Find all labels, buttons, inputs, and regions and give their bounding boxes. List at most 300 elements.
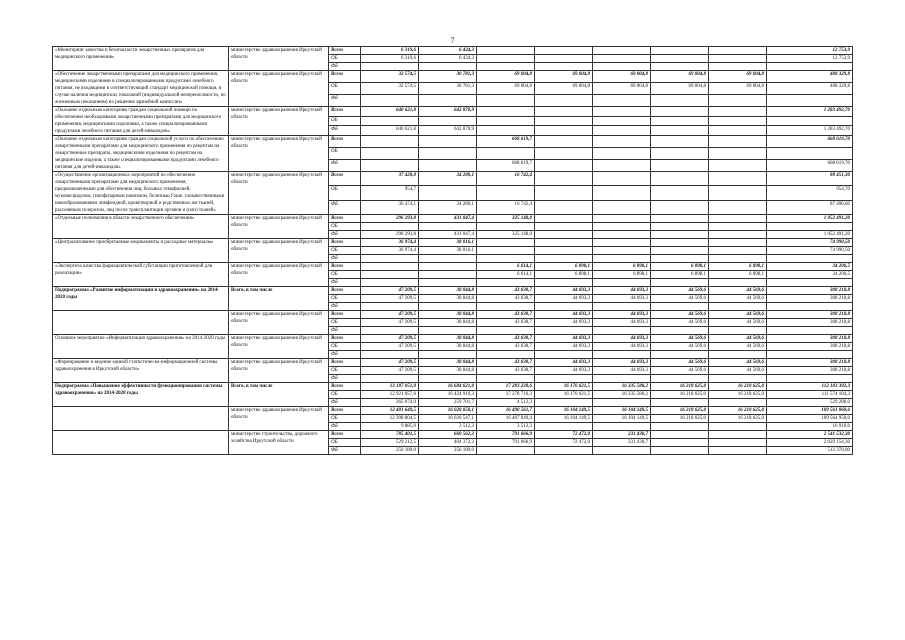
amount-cell xyxy=(593,107,651,117)
amount-cell xyxy=(651,148,709,160)
total-amount-cell: 308 218,8 xyxy=(767,367,853,375)
funding-source-cell: Всего xyxy=(329,383,361,391)
amount-cell: 16 742,4 xyxy=(477,172,535,186)
amount-cell: 16 020 547,1 xyxy=(419,415,477,423)
amount-cell: 44 569,6 xyxy=(709,319,767,327)
funding-source-cell: ФБ xyxy=(329,126,361,136)
amount-cell: 34 280,1 xyxy=(419,200,477,214)
funding-source-cell: ОБ xyxy=(329,295,361,303)
amount-cell xyxy=(651,231,709,239)
amount-cell: 6 898,1 xyxy=(651,271,709,279)
amount-cell xyxy=(477,239,535,247)
amount-cell: 36 474,1 xyxy=(361,200,419,214)
amount-cell: 44 569,6 xyxy=(651,359,709,367)
funding-source-cell: ОБ xyxy=(329,391,361,399)
amount-cell xyxy=(593,223,651,231)
funding-source-cell: ОБ xyxy=(329,116,361,126)
measure-name-cell: «Формирование и ведение единой статистическо-информационной системы здравоохранения в Иркутской области» xyxy=(53,359,229,383)
total-amount-cell: 87 496,60 xyxy=(767,200,853,214)
amount-cell: 44 693,3 xyxy=(535,295,593,303)
amount-cell: 6 614,1 xyxy=(477,263,535,271)
amount-cell xyxy=(535,215,593,223)
amount-cell xyxy=(709,431,767,439)
amount-cell: 38 844,8 xyxy=(419,311,477,319)
amount-cell: 47 209,5 xyxy=(361,335,419,343)
amount-cell xyxy=(651,303,709,311)
amount-cell: 38 844,8 xyxy=(419,335,477,343)
amount-cell xyxy=(477,47,535,55)
amount-cell: 47 209,5 xyxy=(361,295,419,303)
amount-cell: 44 693,3 xyxy=(593,287,651,295)
total-amount-cell: 1 052 491,20 xyxy=(767,231,853,239)
amount-cell: 37 428,8 xyxy=(361,172,419,186)
total-amount-cell xyxy=(767,63,853,71)
amount-cell: 44 569,6 xyxy=(651,287,709,295)
funding-source-cell: ФБ xyxy=(329,399,361,407)
amount-cell: 43 638,7 xyxy=(477,359,535,367)
funding-source-cell: ОБ xyxy=(329,319,361,327)
total-amount-cell: 408 329,8 xyxy=(767,83,853,95)
amount-cell xyxy=(651,200,709,214)
executor-cell: министерство здравоохранения Иркутской области xyxy=(229,172,329,215)
amount-cell: 38 844,8 xyxy=(419,295,477,303)
amount-cell: 44 693,3 xyxy=(535,343,593,351)
total-amount-cell: 668 619,70 xyxy=(767,136,853,148)
amount-cell: 6 898,1 xyxy=(709,263,767,271)
amount-cell: 38 844,8 xyxy=(419,367,477,375)
amount-cell xyxy=(709,172,767,186)
amount-cell: 3 512,3 xyxy=(419,423,477,431)
funding-source-cell: Всего xyxy=(329,215,361,223)
amount-cell xyxy=(419,263,477,271)
amount-cell xyxy=(709,327,767,335)
amount-cell xyxy=(709,239,767,247)
amount-cell xyxy=(535,327,593,335)
amount-cell xyxy=(651,116,709,126)
amount-cell: 6 898,1 xyxy=(535,263,593,271)
table-row-total xyxy=(53,287,853,295)
amount-cell: 791 666,9 xyxy=(477,431,535,439)
measure-name-cell: «Отдельные полномочия в области лекарственного обеспечения» xyxy=(53,215,229,239)
amount-cell xyxy=(477,116,535,126)
amount-cell: 16 335 580,2 xyxy=(593,383,651,391)
page-number: 7 xyxy=(450,36,455,45)
amount-cell xyxy=(477,255,535,263)
measure-name-cell: «Обеспечение лекарственными препаратами для медицинского применения, медицинскими изделиями и специализированными продуктами лечебного питания, не входящими в соответствующий стандарт медицинской помощи, в случае наличия медицинских показаний (индивидуальной непереносимости, по жизненным показаниям) по решению врачебной комиссии» xyxy=(53,71,229,107)
amount-cell: 785 401,5 xyxy=(361,431,419,439)
amount-cell: 38 844,8 xyxy=(419,319,477,327)
total-amount-cell: 512 378,00 xyxy=(767,447,853,455)
amount-cell: 44 693,3 xyxy=(535,311,593,319)
amount-cell xyxy=(535,399,593,407)
amount-cell: 38 844,8 xyxy=(419,343,477,351)
amount-cell: 256 189,0 xyxy=(361,447,419,455)
amount-cell xyxy=(535,279,593,287)
amount-cell xyxy=(709,279,767,287)
amount-cell xyxy=(709,160,767,172)
funding-source-cell: Всего xyxy=(329,407,361,415)
executor-cell: министерство здравоохранения Иркутской области xyxy=(229,71,329,107)
total-amount-cell: 668 619,70 xyxy=(767,160,853,172)
amount-cell xyxy=(361,255,419,263)
amount-cell: 44 693,3 xyxy=(593,367,651,375)
amount-cell xyxy=(709,116,767,126)
amount-cell xyxy=(535,136,593,148)
measure-name-cell: Подпрограмма «Развитие информатизации в здравоохранении» на 2014-2020 годы xyxy=(53,287,229,311)
amount-cell: 6 898,1 xyxy=(651,263,709,271)
total-amount-cell: 308 218,8 xyxy=(767,343,853,351)
amount-cell: 17 278 716,3 xyxy=(477,391,535,399)
amount-cell: 44 569,6 xyxy=(651,367,709,375)
amount-cell: 32 574,5 xyxy=(361,71,419,83)
amount-cell xyxy=(535,223,593,231)
amount-cell xyxy=(709,47,767,55)
amount-cell: 16 742,4 xyxy=(477,200,535,214)
amount-cell xyxy=(535,107,593,117)
amount-cell: 43 638,7 xyxy=(477,295,535,303)
amount-cell xyxy=(361,95,419,107)
total-amount-cell: 1 052 491,20 xyxy=(767,215,853,223)
total-amount-cell xyxy=(767,279,853,287)
amount-cell: 16 218 625,0 xyxy=(651,407,709,415)
measure-name-cell xyxy=(53,431,229,455)
amount-cell: 16 335 580,2 xyxy=(593,391,651,399)
funding-source-cell: Всего xyxy=(329,172,361,186)
amount-cell: 69 004,8 xyxy=(593,83,651,95)
amount-cell: 38 844,8 xyxy=(419,287,477,295)
amount-cell: 44 569,6 xyxy=(651,295,709,303)
amount-cell: 668 619,7 xyxy=(477,136,535,148)
measure-name-cell: «Централизованно приобретаемые медикаменты и расходные материалы» xyxy=(53,239,229,263)
amount-cell xyxy=(361,375,419,383)
amount-cell: 36 974,4 xyxy=(361,239,419,247)
amount-cell xyxy=(361,160,419,172)
amount-cell xyxy=(477,247,535,255)
amount-cell: 256 189,0 xyxy=(419,447,477,455)
amount-cell: 47 209,5 xyxy=(361,367,419,375)
amount-cell: 69 004,8 xyxy=(535,71,593,83)
funding-source-cell: ОБ xyxy=(329,247,361,255)
measure-name-cell: «Экспертиза качества фармацевтической субстанции приготовленной для реализации» xyxy=(53,263,229,287)
amount-cell xyxy=(535,447,593,455)
funding-source-cell: ОБ xyxy=(329,55,361,63)
amount-cell xyxy=(651,247,709,255)
amount-cell xyxy=(361,303,419,311)
amount-cell xyxy=(651,439,709,447)
funding-source-cell: ФБ xyxy=(329,423,361,431)
amount-cell: 69 004,8 xyxy=(477,83,535,95)
total-amount-cell: 12 753,9 xyxy=(767,55,853,63)
total-amount-cell: 16 910,6 xyxy=(767,423,853,431)
funding-source-cell: ФБ xyxy=(329,160,361,172)
amount-cell xyxy=(477,327,535,335)
amount-cell xyxy=(419,148,477,160)
funding-source-cell: ФБ xyxy=(329,375,361,383)
amount-cell xyxy=(709,255,767,263)
funding-source-cell: ОБ xyxy=(329,271,361,279)
total-amount-cell: 308 218,8 xyxy=(767,295,853,303)
amount-cell xyxy=(593,327,651,335)
table-row-total xyxy=(53,107,853,117)
funding-source-cell: ОБ xyxy=(329,415,361,423)
amount-cell xyxy=(535,423,593,431)
amount-cell: 44 569,6 xyxy=(709,359,767,367)
amount-cell: 43 638,7 xyxy=(477,367,535,375)
amount-cell xyxy=(361,327,419,335)
amount-cell: 30 781,3 xyxy=(419,71,477,83)
funding-source-cell: ФБ xyxy=(329,447,361,455)
amount-cell xyxy=(535,200,593,214)
amount-cell: 69 004,8 xyxy=(709,83,767,95)
amount-cell xyxy=(593,375,651,383)
amount-cell xyxy=(477,223,535,231)
amount-cell: 44 569,6 xyxy=(651,319,709,327)
amount-cell: 16 104 149,5 xyxy=(593,415,651,423)
total-amount-cell: 88 451,30 xyxy=(767,172,853,186)
amount-cell: 30 781,3 xyxy=(419,83,477,95)
amount-cell xyxy=(593,95,651,107)
amount-cell xyxy=(709,303,767,311)
amount-cell xyxy=(477,107,535,117)
amount-cell xyxy=(709,63,767,71)
total-amount-cell: 308 218,8 xyxy=(767,359,853,367)
amount-cell xyxy=(651,136,709,148)
amount-cell xyxy=(593,148,651,160)
total-amount-cell: 308 218,8 xyxy=(767,287,853,295)
total-amount-cell: 112 103 392,3 xyxy=(767,383,853,391)
amount-cell: 44 569,6 xyxy=(709,367,767,375)
amount-cell xyxy=(361,351,419,359)
amount-cell: 69 004,8 xyxy=(535,83,593,95)
amount-cell: 38 844,8 xyxy=(419,359,477,367)
funding-source-cell: Всего xyxy=(329,335,361,343)
total-amount-cell: 109 564 950,0 xyxy=(767,415,853,423)
executor-cell: Всего, в том числе xyxy=(229,287,329,311)
amount-cell: 43 638,7 xyxy=(477,287,535,295)
amount-cell xyxy=(535,95,593,107)
amount-cell xyxy=(477,55,535,63)
amount-cell: 16 218 625,0 xyxy=(651,383,709,391)
amount-cell: 16 218 625,0 xyxy=(709,415,767,423)
amount-cell xyxy=(593,447,651,455)
amount-cell: 16 424 919,3 xyxy=(419,391,477,399)
amount-cell xyxy=(709,186,767,200)
funding-source-cell: ФБ xyxy=(329,303,361,311)
total-amount-cell: 74 990,50 xyxy=(767,247,853,255)
measure-name-cell: «Оказание отдельным категориям граждан социальной услуги по обеспечению лекарственными препаратами для медицинского применения по рецептам на лекарственные препараты, медицинскими изделиями по рецептам на медицинские изделия, а также специализированными продуктами лечебного питания для детей-инвалидов» xyxy=(53,136,229,172)
amount-cell xyxy=(709,223,767,231)
table-row-total xyxy=(53,239,853,247)
amount-cell xyxy=(593,136,651,148)
table-row-total xyxy=(53,311,853,319)
amount-cell xyxy=(361,263,419,271)
amount-cell xyxy=(593,200,651,214)
table-row-total xyxy=(53,47,853,55)
total-amount-cell: 2 029 154,30 xyxy=(767,439,853,447)
amount-cell: 44 569,6 xyxy=(651,335,709,343)
amount-cell: 69 004,8 xyxy=(709,71,767,83)
table-row-total xyxy=(53,136,853,148)
amount-cell xyxy=(593,247,651,255)
measure-name-cell: «Осуществление организационных мероприятий по обеспечению лекарственными препаратами для медицинского применения, предназначенными для обеспечения лиц, больных гемофилией, муковисцидозом, гипофизарным нанизмом, болезнью Гоше, злокачественными новообразованиями лимфоидной, кроветворной и родственных им тканей, рассеянным склерозом, лиц после трансплантации органов и (или) тканей» xyxy=(53,172,229,215)
amount-cell: 16 218 625,0 xyxy=(709,407,767,415)
amount-cell xyxy=(651,107,709,117)
total-amount-cell: 34 206,5 xyxy=(767,263,853,271)
amount-cell: 44 693,3 xyxy=(535,359,593,367)
amount-cell xyxy=(709,351,767,359)
funding-source-cell: ФБ xyxy=(329,279,361,287)
total-amount-cell: 109 561 860,6 xyxy=(767,407,853,415)
amount-cell xyxy=(593,399,651,407)
amount-cell xyxy=(535,116,593,126)
table-row-total xyxy=(53,407,853,415)
amount-cell: 4 512,3 xyxy=(477,399,535,407)
amount-cell: 6 319,6 xyxy=(361,55,419,63)
amount-cell xyxy=(651,215,709,223)
amount-cell: 431 047,4 xyxy=(419,215,477,223)
amount-cell: 296 293,8 xyxy=(361,215,419,223)
amount-cell xyxy=(593,186,651,200)
amount-cell: 47 209,5 xyxy=(361,343,419,351)
amount-cell: 6 898,1 xyxy=(535,271,593,279)
executor-cell: министерство здравоохранения Иркутской области xyxy=(229,239,329,263)
amount-cell xyxy=(593,116,651,126)
amount-cell xyxy=(535,231,593,239)
amount-cell xyxy=(651,351,709,359)
amount-cell: 69 004,8 xyxy=(651,83,709,95)
amount-cell: 640 621,8 xyxy=(361,107,419,117)
amount-cell xyxy=(709,447,767,455)
amount-cell xyxy=(477,148,535,160)
amount-cell: 642 870,9 xyxy=(419,107,477,117)
amount-cell: 265 074,0 xyxy=(361,399,419,407)
amount-cell xyxy=(709,215,767,223)
amount-cell: 296 293,8 xyxy=(361,231,419,239)
amount-cell xyxy=(593,126,651,136)
amount-cell: 72 472,0 xyxy=(535,439,593,447)
amount-cell xyxy=(651,423,709,431)
amount-cell: 16 028 058,1 xyxy=(419,407,477,415)
amount-cell: 43 638,7 xyxy=(477,311,535,319)
total-amount-cell: 954,70 xyxy=(767,186,853,200)
amount-cell: 6 319,6 xyxy=(361,47,419,55)
amount-cell xyxy=(419,279,477,287)
amount-cell xyxy=(593,160,651,172)
amount-cell xyxy=(651,160,709,172)
measure-name-cell xyxy=(53,407,229,431)
amount-cell xyxy=(535,247,593,255)
amount-cell: 16 487 049,4 xyxy=(477,415,535,423)
amount-cell xyxy=(651,223,709,231)
amount-cell: 6 614,1 xyxy=(477,271,535,279)
measure-name-cell: «Мониторинг качества и безопасности лекарственных препаратов для медицинского применения» xyxy=(53,47,229,71)
amount-cell: 44 569,6 xyxy=(709,343,767,351)
amount-cell xyxy=(651,399,709,407)
funding-source-cell: Всего xyxy=(329,287,361,295)
amount-cell: 69 004,8 xyxy=(593,71,651,83)
amount-cell xyxy=(419,303,477,311)
funding-source-cell: ОБ xyxy=(329,343,361,351)
amount-cell xyxy=(477,351,535,359)
amount-cell: 34 280,1 xyxy=(419,172,477,186)
executor-cell: министерство здравоохранения Иркутской области xyxy=(229,47,329,71)
total-amount-cell: 2 541 532,30 xyxy=(767,431,853,439)
amount-cell xyxy=(535,375,593,383)
amount-cell xyxy=(477,126,535,136)
executor-cell: министерство здравоохранения Иркутской области xyxy=(229,359,329,383)
amount-cell: 69 004,8 xyxy=(477,71,535,83)
amount-cell: 44 693,3 xyxy=(593,295,651,303)
amount-cell xyxy=(419,95,477,107)
amount-cell xyxy=(593,303,651,311)
amount-cell xyxy=(651,172,709,186)
amount-cell: 12 401 649,5 xyxy=(361,407,419,415)
amount-cell: 642 870,9 xyxy=(419,126,477,136)
amount-cell xyxy=(419,116,477,126)
amount-cell: 791 666,9 xyxy=(477,439,535,447)
amount-cell: 16 218 625,0 xyxy=(651,391,709,399)
executor-cell: министерство здравоохранения Иркутской области xyxy=(229,335,329,359)
amount-cell xyxy=(593,351,651,359)
funding-source-cell: Всего xyxy=(329,263,361,271)
table-row-total xyxy=(53,71,853,83)
amount-cell xyxy=(709,55,767,63)
amount-cell: 12 921 057,0 xyxy=(361,391,419,399)
amount-cell: 44 569,6 xyxy=(709,311,767,319)
amount-cell xyxy=(419,63,477,71)
amount-cell xyxy=(593,63,651,71)
funding-source-cell: ОБ xyxy=(329,148,361,160)
amount-cell: 16 104 149,5 xyxy=(535,407,593,415)
funding-source-cell: ФБ xyxy=(329,95,361,107)
amount-cell xyxy=(709,231,767,239)
amount-cell: 431 047,4 xyxy=(419,231,477,239)
amount-cell xyxy=(593,55,651,63)
total-amount-cell: 1 283 492,70 xyxy=(767,126,853,136)
amount-cell xyxy=(535,148,593,160)
amount-cell xyxy=(709,247,767,255)
amount-cell: 44 693,3 xyxy=(535,287,593,295)
amount-cell: 231 430,7 xyxy=(593,439,651,447)
amount-cell: 640 621,8 xyxy=(361,126,419,136)
amount-cell xyxy=(361,136,419,148)
amount-cell xyxy=(419,271,477,279)
total-amount-cell: 308 218,8 xyxy=(767,335,853,343)
amount-cell: 16 218 625,0 xyxy=(709,383,767,391)
total-amount-cell: 529 288,0 xyxy=(767,399,853,407)
amount-cell xyxy=(477,447,535,455)
amount-cell: 44 569,6 xyxy=(709,295,767,303)
total-amount-cell xyxy=(767,95,853,107)
amount-cell xyxy=(535,160,593,172)
amount-cell xyxy=(419,255,477,263)
funding-source-cell: ОБ xyxy=(329,439,361,447)
amount-cell: 44 693,3 xyxy=(593,335,651,343)
amount-cell: 43 638,7 xyxy=(477,335,535,343)
amount-cell: 12 398 804,5 xyxy=(361,415,419,423)
measure-name-cell: Основное мероприятие «Информатизация здравоохранения» на 2014-2020 годы xyxy=(53,335,229,359)
amount-cell xyxy=(419,375,477,383)
amount-cell xyxy=(535,255,593,263)
amount-cell xyxy=(651,55,709,63)
amount-cell xyxy=(361,116,419,126)
executor-cell: министерство здравоохранения Иркутской области xyxy=(229,311,329,335)
amount-cell xyxy=(477,375,535,383)
amount-cell: 44 569,6 xyxy=(651,343,709,351)
amount-cell: 17 283 228,6 xyxy=(477,383,535,391)
amount-cell xyxy=(419,136,477,148)
funding-source-cell: Всего xyxy=(329,359,361,367)
